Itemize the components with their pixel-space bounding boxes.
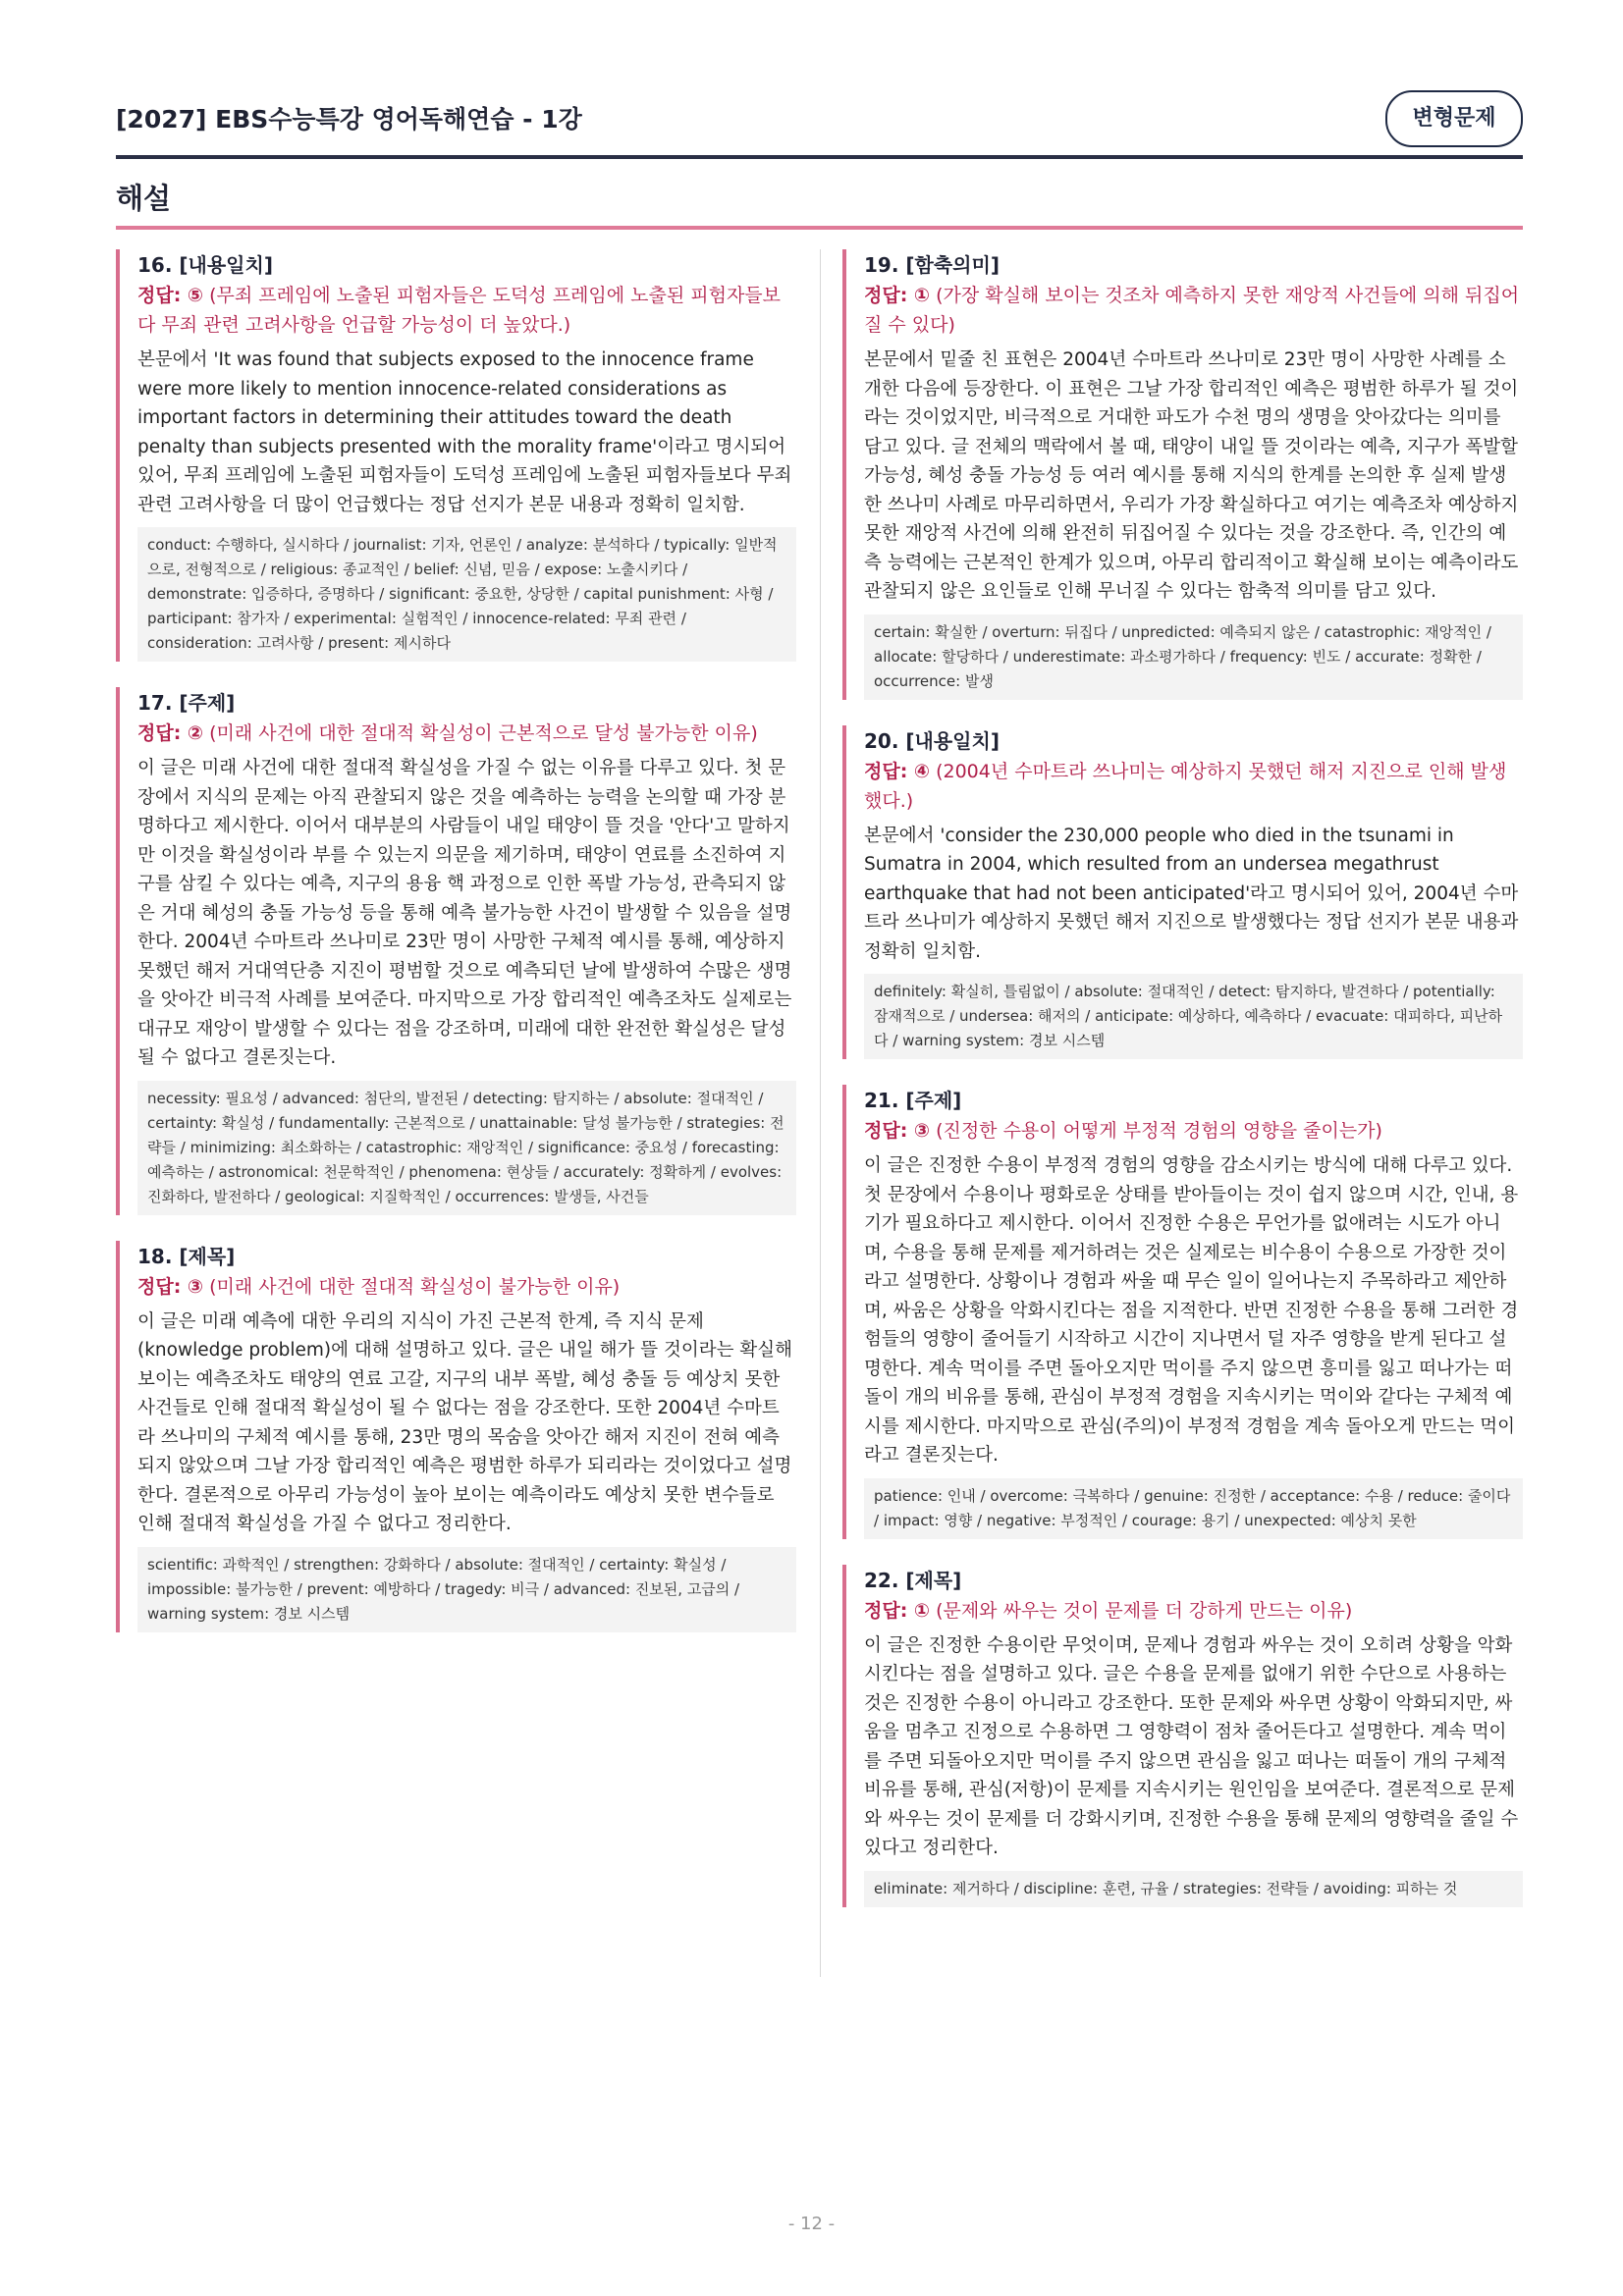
answer-text: (진정한 수용이 어떻게 부정적 경험의 영향을 줄이는가) bbox=[936, 1120, 1382, 1142]
answer-text: (미래 사건에 대한 절대적 확실성이 불가능한 이유) bbox=[209, 1275, 621, 1298]
question-17 bbox=[116, 687, 796, 1215]
left-column bbox=[116, 249, 796, 1658]
answer-label: 정답: ③ bbox=[137, 1275, 204, 1298]
answer-line bbox=[137, 719, 796, 748]
question-heading: 22. [제목] bbox=[864, 1568, 962, 1592]
question-heading: 17. [주제] bbox=[137, 691, 236, 715]
question-heading: 16. [내용일치] bbox=[137, 253, 273, 277]
header-divider bbox=[116, 155, 1523, 159]
explanation-text: 이 글은 미래 사건에 대한 절대적 확실성을 가질 수 없는 이유를 다루고 있다. 첫 문장에서 지식의 문제는 아직 관찰되지 않은 것을 예측하는 능력을 논의할 때 가장 분명하다고 제시한다. 이어서 대부분의 사람들이 내일 태양이 뜰 것을 '안다'고 말하지만 이것을 확실성이라 부를 수 있는지 의문을 제기하며, 태양이 연료를 소진하여 지구를 삼킬 수 있다는 예측, 지구의 용융 핵 과정으로 인한 폭발 가능성, 관측되지 않은 거대 혜성의 충돌 가능성 등을 통해 예측 불가능한 사건이 발생할 수 있음을 설명한다. 2004년 수마트라 쓰나미로 23만 명이 사망한 구체적 예시를 통해, 예상하지 못했던 해저 거대역단층 지진이 평범할 것으로 예측되던 날에 발생하여 수많은 생명을 앗아간 비극적 사례를 보여준다. 마지막으로 가장 합리적인 예측조차도 실제로는 대규모 재앙이 발생할 수 있다는 점을 강조하며, 미래에 대한 완전한 확실성은 달성될 수 없다고 결론짓는다. bbox=[137, 758, 792, 1068]
vocabulary-box: patience: 인내 / overcome: 극복하다 / genuine: 진정한 / acceptance: 수용 / reduce: 줄이다 / impact: 영향 / negative: 부정적인 / courage: 용기 / unexpected: 예상치 못한 bbox=[864, 1478, 1523, 1539]
vocabulary-box: eliminate: 제거하다 / discipline: 훈련, 규율 / strategies: 전략들 / avoiding: 피하는 것 bbox=[864, 1871, 1523, 1907]
answer-label: 정답: ① bbox=[864, 285, 931, 306]
question-heading: 19. [함축의미] bbox=[864, 253, 1000, 277]
answer-text: (가장 확실해 보이는 것조차 예측하지 못한 재앙적 사건들에 의해 뒤집어질 수 있다) bbox=[864, 285, 1520, 336]
question-21 bbox=[842, 1085, 1523, 1539]
section-divider bbox=[116, 226, 1523, 230]
answer-text: (미래 사건에 대한 절대적 확실성이 근본적으로 달성 불가능한 이유) bbox=[209, 722, 758, 744]
answer-label: 정답: ④ bbox=[864, 760, 931, 782]
question-heading: 20. [내용일치] bbox=[864, 728, 1000, 753]
vocabulary-box: conduct: 수행하다, 실시하다 / journalist: 기자, 언론인 / analyze: 분석하다 / typically: 일반적으로, 전형적으로 / religious: 종교적인 / belief: 신념, 믿음 / expose: 노출시키다 / demonstrate: 입증하다, 증명하다 / significant: 중요한, 상당한 / capital punishment: 사형 / participant: 참가자 / experimental: 실험적인 / innocence-related: 무죄 관련 / consideration: 고려사항 / present: 제시하다 bbox=[137, 527, 796, 662]
explanation-text: 본문에서 'consider the 230,000 people who died in the tsunami in Sumatra in 2004, which resulted from an undersea megathrust earthquake that had not been anticipated'라고 명시되어 있어, 2004년 수마트라 쓰나미가 예상하지 못했던 해저 지진으로 발생했다는 정답 선지가 본문 내용과 정확히 일치함. bbox=[864, 825, 1519, 962]
question-19 bbox=[842, 249, 1523, 700]
answer-label: 정답: ① bbox=[864, 1599, 931, 1622]
answer-line bbox=[864, 1116, 1523, 1146]
column-divider bbox=[820, 249, 821, 1977]
answer-line bbox=[137, 1272, 796, 1302]
answer-line bbox=[137, 281, 796, 340]
vocabulary-box: certain: 확실한 / overturn: 뒤집다 / unpredicted: 예측되지 않은 / catastrophic: 재앙적인 / allocate: 할당하다 / underestimate: 과소평가하다 / frequency: 빈도 / accurate: 정확한 / occurrence: 발생 bbox=[864, 614, 1523, 700]
document-title: [2027] EBS수능특강 영어독해연습 - 1강 bbox=[116, 105, 582, 133]
explanation-text: 이 글은 미래 예측에 대한 우리의 지식이 가진 근본적 한계, 즉 지식 문제(knowledge problem)에 대해 설명하고 있다. 글은 내일 해가 뜰 것이라는 확실해 보이는 예측조차도 태양의 연료 고갈, 지구의 내부 폭발, 혜성 충돌 등 예상치 못한 사건들로 인해 절대적 확실성이 될 수 없다는 점을 강조한다. 또한 2004년 수마트라 쓰나미의 구체적 예시를 통해, 23만 명의 목숨을 앗아간 해저 지진이 전혀 예측되지 않았으며 그날 가장 합리적인 예측은 평범한 하루가 되리라는 것이었다고 설명한다. 결론적으로 아무리 가능성이 높아 보이는 예측이라도 예상치 못한 변수들로 인해 절대적 확실성을 가질 수 없다고 정리한다. bbox=[137, 1310, 792, 1534]
vocabulary-box: definitely: 확실히, 틀림없이 / absolute: 절대적인 / detect: 탐지하다, 발견하다 / potentially: 잠재적으로 / undersea: 해저의 / anticipate: 예상하다, 예측하다 / evacuate: 대피하다, 피난하다 / warning system: 경보 시스템 bbox=[864, 974, 1523, 1059]
answer-label: 정답: ② bbox=[137, 722, 204, 744]
question-18 bbox=[116, 1241, 796, 1632]
question-22 bbox=[842, 1565, 1523, 1907]
answer-line bbox=[864, 281, 1523, 340]
answer-label: 정답: ③ bbox=[864, 1120, 931, 1142]
answer-label: 정답: ⑤ bbox=[137, 285, 204, 306]
page-header bbox=[116, 90, 1523, 159]
answer-line bbox=[864, 757, 1523, 816]
vocabulary-box: scientific: 과학적인 / strengthen: 강화하다 / absolute: 절대적인 / certainty: 확실성 / impossible: 불가능한 / prevent: 예방하다 / tragedy: 비극 / advanced: 진보된, 고급의 / warning system: 경보 시스템 bbox=[137, 1547, 796, 1632]
page-number: - 12 - bbox=[787, 2214, 836, 2234]
explanation-text: 이 글은 진정한 수용이 부정적 경험의 영향을 감소시키는 방식에 대해 다루고 있다. 첫 문장에서 수용이나 평화로운 상태를 받아들이는 것이 쉽지 않으며 시간, 인내, 용기가 필요하다고 제시한다. 이어서 진정한 수용은 무언가를 없애려는 시도가 아니며, 수용을 통해 문제를 제거하려는 것은 실제로는 비수용이 수용으로 가장한 것이라고 설명한다. 상황이나 경험과 싸울 때 무슨 일이 일어나는지 주목하라고 제안하며, 싸움은 상황을 악화시킨다는 점을 지적한다. 반면 진정한 수용을 통해 그러한 경험들의 영향이 줄어들기 시작하고 시간이 지나면서 덜 자주 영향을 받게 된다고 설명한다. 계속 먹이를 주면 돌아오지만 먹이를 주지 않으면 흥미를 잃고 떠나가는 떠돌이 개의 비유를 통해, 관심이 부정적 경험을 지속시키는 먹이와 같다는 구체적 예시를 제시한다. 마지막으로 관심(주의)이 부정적 경험을 계속 돌아오게 만드는 먹이라고 결론짓는다. bbox=[864, 1155, 1519, 1466]
answer-text: (문제와 싸우는 것이 문제를 더 강하게 만드는 이유) bbox=[936, 1599, 1353, 1622]
explanation-text: 본문에서 밑줄 친 표현은 2004년 수마트라 쓰나미로 23만 명이 사망한 사례를 소개한 다음에 등장한다. 이 표현은 그날 가장 합리적인 예측은 평범한 하루가 될 것이라는 것이었지만, 비극적으로 거대한 파도가 수천 명의 생명을 앗아갔다는 의미를 담고 있다. 글 전체의 맥락에서 볼 때, 태양이 내일 뜰 것이라는 예측, 지구가 폭발할 가능성, 혜성 충돌 가능성 등 여러 예시를 통해 지식의 한계를 논의한 후 실제 발생한 쓰나미 사례로 마무리하면서, 우리가 가장 확실하다고 여기는 예측조차 예상하지 못한 재앙적 사건에 의해 완전히 뒤집어질 수 있다는 것을 강조한다. 즉, 인간의 예측 능력에는 근본적인 한계가 있으며, 아무리 합리적이고 확실해 보이는 예측이라도 관찰되지 않은 요인들로 인해 무너질 수 있다는 함축적 의미를 담고 있다. bbox=[864, 349, 1519, 602]
vocabulary-box: necessity: 필요성 / advanced: 첨단의, 발전된 / detecting: 탐지하는 / absolute: 절대적인 / certainty: 확실성 / fundamentally: 근본적으로 / unattainable: 달성 불가능한 / strategies: 전략들 / minimizing: 최소화하는 / catastrophic: 재앙적인 / significance: 중요성 / forecasting: 예측하는 / astronomical: 천문학적인 / phenomena: 현상들 / accurately: 정확하게 / evolves: 진화하다, 발전하다 / geological: 지질학적인 / occurrences: 발생들, 사건들 bbox=[137, 1081, 796, 1215]
explanation-text: 이 글은 진정한 수용이란 무엇이며, 문제나 경험과 싸우는 것이 오히려 상황을 악화시킨다는 점을 설명하고 있다. 글은 수용을 문제를 없애기 위한 수단으로 사용하는 것은 진정한 수용이 아니라고 강조한다. 또한 문제와 싸우면 상황이 악화되지만, 싸움을 멈추고 진정으로 수용하면 그 영향력이 점차 줄어든다고 설명한다. 계속 먹이를 주면 되돌아오지만 먹이를 주지 않으면 관심을 잃고 떠나는 떠돌이 개의 구체적 비유를 통해, 관심(저항)이 문제를 지속시키는 원인임을 보여준다. 결론적으로 문제와 싸우는 것이 문제를 더 강화시키며, 진정한 수용을 통해 문제의 영향력을 줄일 수 있다고 정리한다. bbox=[864, 1634, 1519, 1858]
section-title: 해설 bbox=[116, 182, 172, 215]
answer-text: (무죄 프레임에 노출된 피험자들은 도덕성 프레임에 노출된 피험자들보다 무죄 관련 고려사항을 언급할 가능성이 더 높았다.) bbox=[137, 285, 782, 336]
answer-text: (2004년 수마트라 쓰나미는 예상하지 못했던 해저 지진으로 인해 발생했다.) bbox=[864, 760, 1507, 812]
answer-line bbox=[864, 1596, 1523, 1626]
right-column bbox=[842, 249, 1523, 1933]
variant-badge: 변형문제 bbox=[1385, 90, 1523, 147]
question-heading: 21. [주제] bbox=[864, 1089, 962, 1112]
explanation-text: 본문에서 'It was found that subjects exposed to the innocence frame were more likely to mention innocence-related considerations as important factors in determining their attitudes toward the death penalty than subjects presented with the morality frame'이라고 명시되어 있어, 무죄 프레임에 노출된 피험자들이 도덕성 프레임에 노출된 피험자들보다 무죄 관련 고려사항을 더 많이 언급했다는 정답 선지가 본문 내용과 정확히 일치함. bbox=[137, 349, 792, 515]
question-16 bbox=[116, 249, 796, 662]
question-20 bbox=[842, 725, 1523, 1060]
question-heading: 18. [제목] bbox=[137, 1244, 236, 1268]
